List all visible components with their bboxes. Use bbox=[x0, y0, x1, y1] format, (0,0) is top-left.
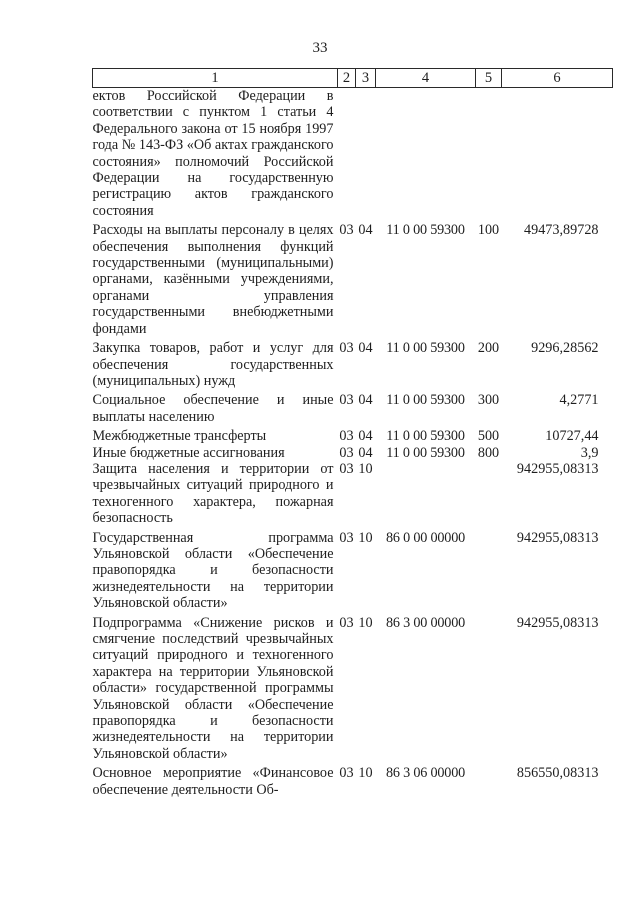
row-expense-type bbox=[476, 765, 502, 798]
row-target-code: 11 0 00 59300 bbox=[386, 222, 465, 239]
row-name: Защита населения и территории от чрезвычайных ситуаций природного и техногенного характера, пожарная безопасность bbox=[92, 460, 334, 527]
row-expense-type bbox=[476, 88, 502, 223]
row-target-code: 86 0 00 00000 bbox=[386, 529, 465, 546]
row-target-code: 11 0 00 59300 bbox=[386, 392, 465, 409]
table-row bbox=[93, 530, 613, 615]
row-subsection: 04 bbox=[358, 428, 373, 445]
row-section: 03 bbox=[339, 428, 354, 445]
header-cell: 3 bbox=[356, 69, 376, 88]
table-row bbox=[93, 222, 613, 340]
row-expense-type: 300 bbox=[477, 392, 500, 409]
row-section: 03 bbox=[339, 529, 354, 546]
table-body bbox=[93, 88, 613, 799]
row-target-code bbox=[376, 461, 476, 530]
row-expense-type bbox=[476, 461, 502, 530]
row-expense-type: 200 bbox=[477, 340, 500, 357]
row-target-code: 11 0 00 59300 bbox=[386, 340, 465, 357]
row-target-code: 86 3 00 00000 bbox=[386, 614, 465, 631]
row-target-code: 11 0 00 59300 bbox=[386, 428, 465, 445]
budget-table bbox=[92, 68, 613, 798]
row-expense-type bbox=[476, 615, 502, 766]
row-target-code bbox=[376, 88, 476, 223]
row-amount: 856550,08313 bbox=[516, 765, 599, 782]
row-target-code: 11 0 00 59300 bbox=[386, 444, 465, 461]
row-expense-type: 100 bbox=[477, 222, 500, 239]
row-amount: 10727,44 bbox=[545, 428, 599, 445]
header-cell: 2 bbox=[338, 69, 356, 88]
row-section: 03 bbox=[339, 765, 354, 782]
row-section: 03 bbox=[339, 222, 354, 239]
table-row bbox=[93, 392, 613, 428]
row-section: 03 bbox=[339, 392, 354, 409]
row-amount: 942955,08313 bbox=[516, 460, 599, 477]
row-section: 03 bbox=[339, 444, 354, 461]
table-row bbox=[93, 340, 613, 392]
table-row bbox=[93, 445, 613, 461]
row-name: Межбюджетные трансферты bbox=[92, 428, 267, 445]
header-cell: 5 bbox=[476, 69, 502, 88]
row-subsection bbox=[356, 88, 376, 223]
table-row bbox=[93, 461, 613, 530]
row-subsection: 04 bbox=[358, 222, 373, 239]
row-expense-type bbox=[476, 530, 502, 615]
row-subsection: 04 bbox=[358, 392, 373, 409]
row-amount: 942955,08313 bbox=[516, 529, 599, 546]
row-expense-type: 500 bbox=[477, 428, 500, 445]
row-amount: 49473,89728 bbox=[524, 222, 599, 239]
table-row bbox=[93, 88, 613, 223]
row-subsection: 04 bbox=[358, 444, 373, 461]
row-subsection: 04 bbox=[358, 340, 373, 357]
table-row bbox=[93, 765, 613, 798]
table-row bbox=[93, 428, 613, 444]
table-row bbox=[93, 615, 613, 766]
row-subsection: 10 bbox=[358, 765, 373, 782]
table-header bbox=[93, 69, 613, 88]
row-amount: 9296,28562 bbox=[531, 340, 599, 357]
row-name: Социальное обеспечение и иные выплаты населению bbox=[92, 392, 334, 425]
row-name: Государственная программа Ульяновской области «Обеспечение правопорядка и безопасности жизнедеятельности на территории Ульяновской области» bbox=[92, 529, 334, 612]
header-cell: 6 bbox=[502, 69, 613, 88]
header-cell: 4 bbox=[376, 69, 476, 88]
row-name: ектов Российской Федерации в соответствии с пунктом 1 статьи 4 Федерального закона от 15 ноября 1997 года № 143-ФЗ «Об актах гражданского состояния» полномочий Российской Федерации на государственную регистрацию актов гражданского состояния bbox=[92, 88, 334, 219]
row-name: Закупка товаров, работ и услуг для обеспечения государственных (муниципальных) нужд bbox=[92, 340, 334, 389]
row-amount: 942955,08313 bbox=[516, 614, 599, 631]
page-number: 33 bbox=[312, 40, 328, 56]
row-subsection: 10 bbox=[358, 614, 373, 631]
row-name: Расходы на выплаты персоналу в целях обеспечения выполнения функций государственными (муниципальными) органами, казёнными учреждениями, органами управления государственными внебюджетными фондами bbox=[92, 222, 334, 337]
header-cell: 1 bbox=[93, 69, 338, 88]
row-section: 03 bbox=[339, 460, 354, 477]
row-expense-type: 800 bbox=[477, 444, 500, 461]
row-section: 03 bbox=[339, 614, 354, 631]
row-name: Иные бюджетные ассигнования bbox=[92, 444, 285, 461]
row-section: 03 bbox=[339, 340, 354, 357]
row-target-code: 86 3 06 00000 bbox=[386, 765, 465, 782]
row-name: Подпрограмма «Снижение рисков и смягчение последствий чрезвычайных ситуаций природного и техногенного характера на территории Ульяновской области» государственной программы Ульяновской области «Обеспечение правопорядка и безопасности жизнедеятельности на территории Ульяновской области» bbox=[92, 614, 334, 762]
row-amount bbox=[502, 88, 613, 223]
row-amount: 3,9 bbox=[580, 444, 599, 461]
row-section bbox=[338, 88, 356, 223]
row-name: Основное мероприятие «Финансовое обеспечение деятельности Об- bbox=[92, 765, 334, 798]
row-subsection: 10 bbox=[358, 460, 373, 477]
row-subsection: 10 bbox=[358, 529, 373, 546]
row-amount: 4,2771 bbox=[559, 392, 599, 409]
